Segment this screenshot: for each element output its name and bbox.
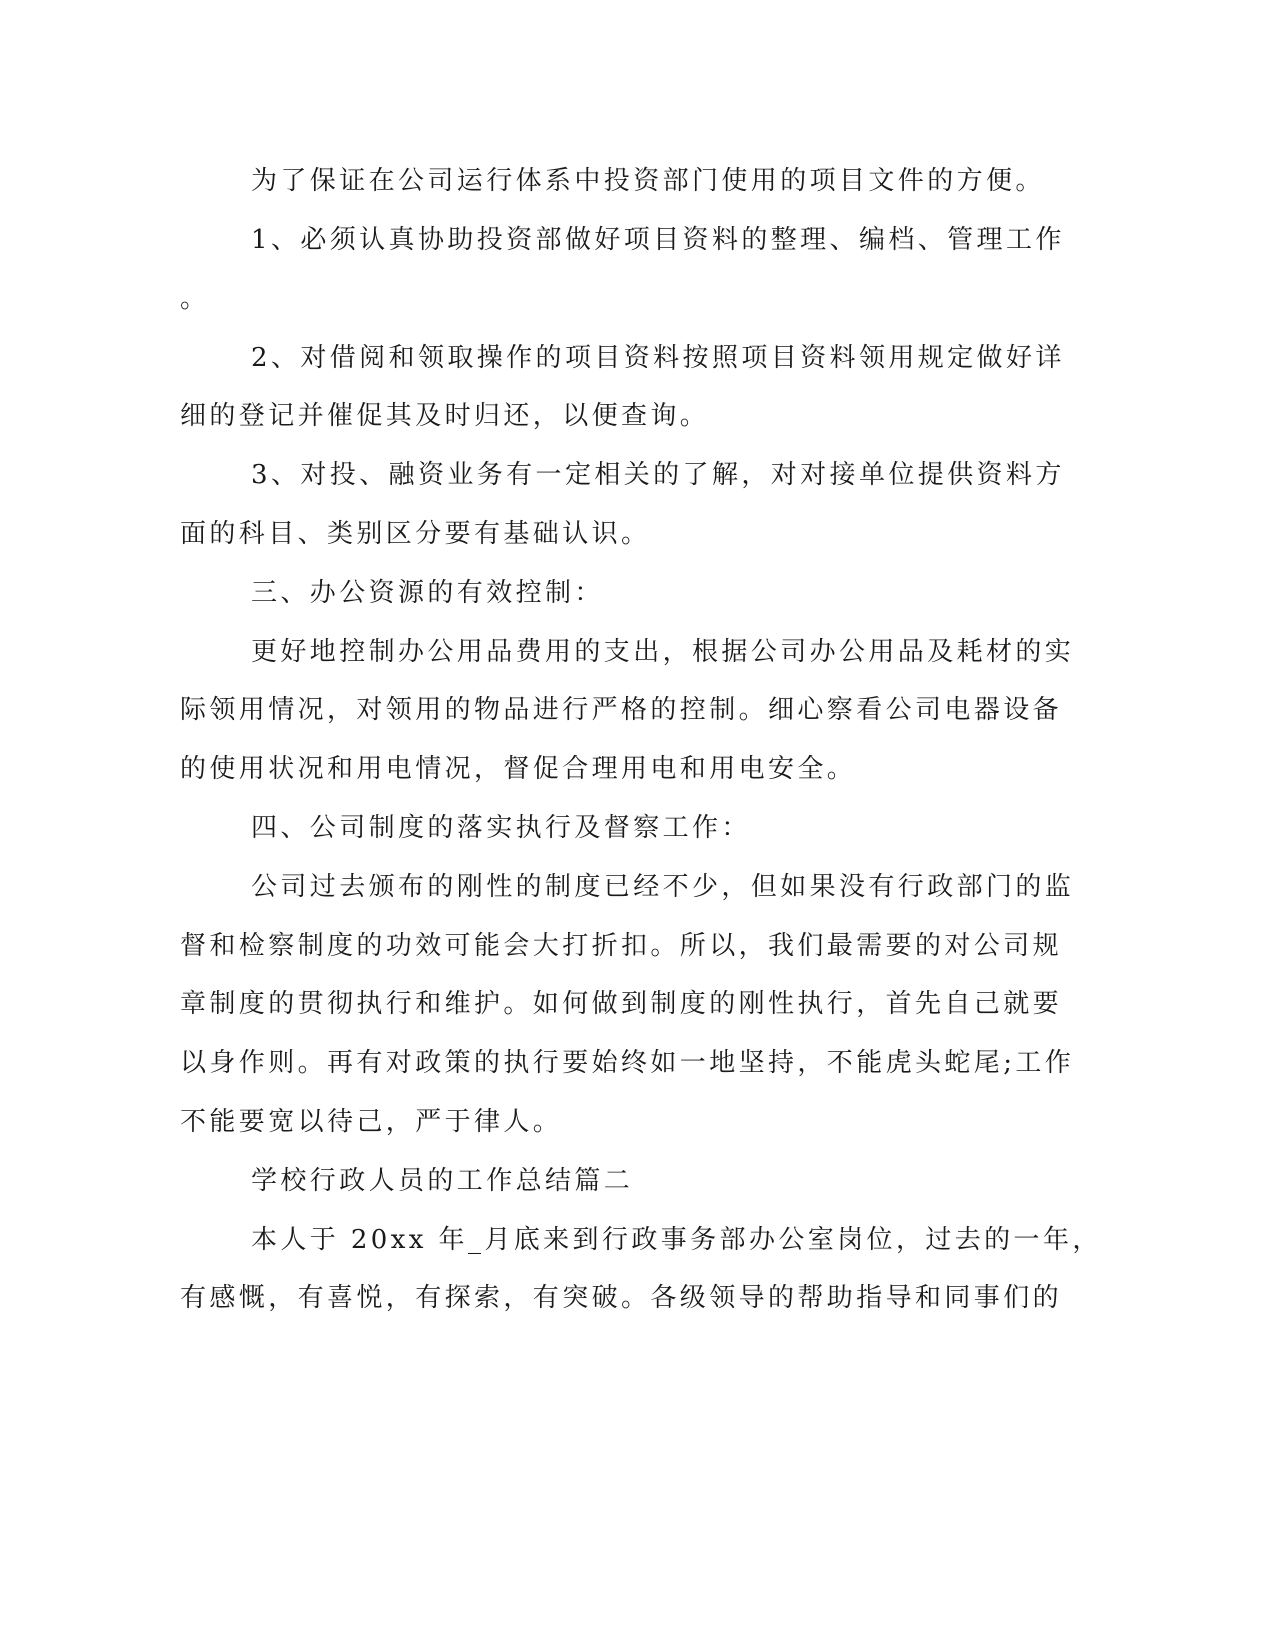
paragraph-line: 督和检察制度的功效可能会大打折扣。所以，我们最需要的对公司规 (180, 931, 1063, 961)
paragraph-line: 为了保证在公司运行体系中投资部门使用的项目文件的方便。 (251, 166, 1045, 196)
paragraph-line: 际领用情况，对领用的物品进行严格的控制。细心察看公司电器设备 (180, 695, 1063, 725)
paragraph-line: 1、必须认真协助投资部做好项目资料的整理、编档、管理工作 (251, 225, 1065, 255)
paragraph-line: 本人于 20xx 年_月底来到行政事务部办公室岗位，过去的一年， (251, 1225, 1102, 1255)
section-heading: 三、办公资源的有效控制： (251, 578, 604, 608)
paragraph-line: 。 (180, 284, 210, 314)
paragraph-line: 3、对投、融资业务有一定相关的了解，对对接单位提供资料方 (251, 460, 1065, 490)
paragraph-line: 更好地控制办公用品费用的支出，根据公司办公用品及耗材的实 (251, 637, 1075, 667)
paragraph-line: 以身作则。再有对政策的执行要始终如一地坚持，不能虎头蛇尾;工作 (180, 1048, 1075, 1078)
paragraph-line: 公司过去颁布的刚性的制度已经不少，但如果没有行政部门的监 (251, 872, 1075, 902)
paragraph-line: 的使用状况和用电情况，督促合理用电和用电安全。 (180, 754, 857, 784)
paragraph-line: 章制度的贯彻执行和维护。如何做到制度的刚性执行，首先自己就要 (180, 989, 1063, 1019)
section-heading: 四、公司制度的落实执行及督察工作： (251, 813, 751, 843)
article-title: 学校行政人员的工作总结篇二 (251, 1166, 634, 1196)
paragraph-line: 不能要宽以待己，严于律人。 (180, 1107, 563, 1137)
paragraph-line: 2、对借阅和领取操作的项目资料按照项目资料领用规定做好详 (251, 343, 1065, 373)
paragraph-line: 面的科目、类别区分要有基础认识。 (180, 519, 651, 549)
paragraph-line: 细的登记并催促其及时归还，以便查询。 (180, 401, 710, 431)
paragraph-line: 有感慨，有喜悦，有探索，有突破。各级领导的帮助指导和同事们的 (180, 1283, 1063, 1313)
